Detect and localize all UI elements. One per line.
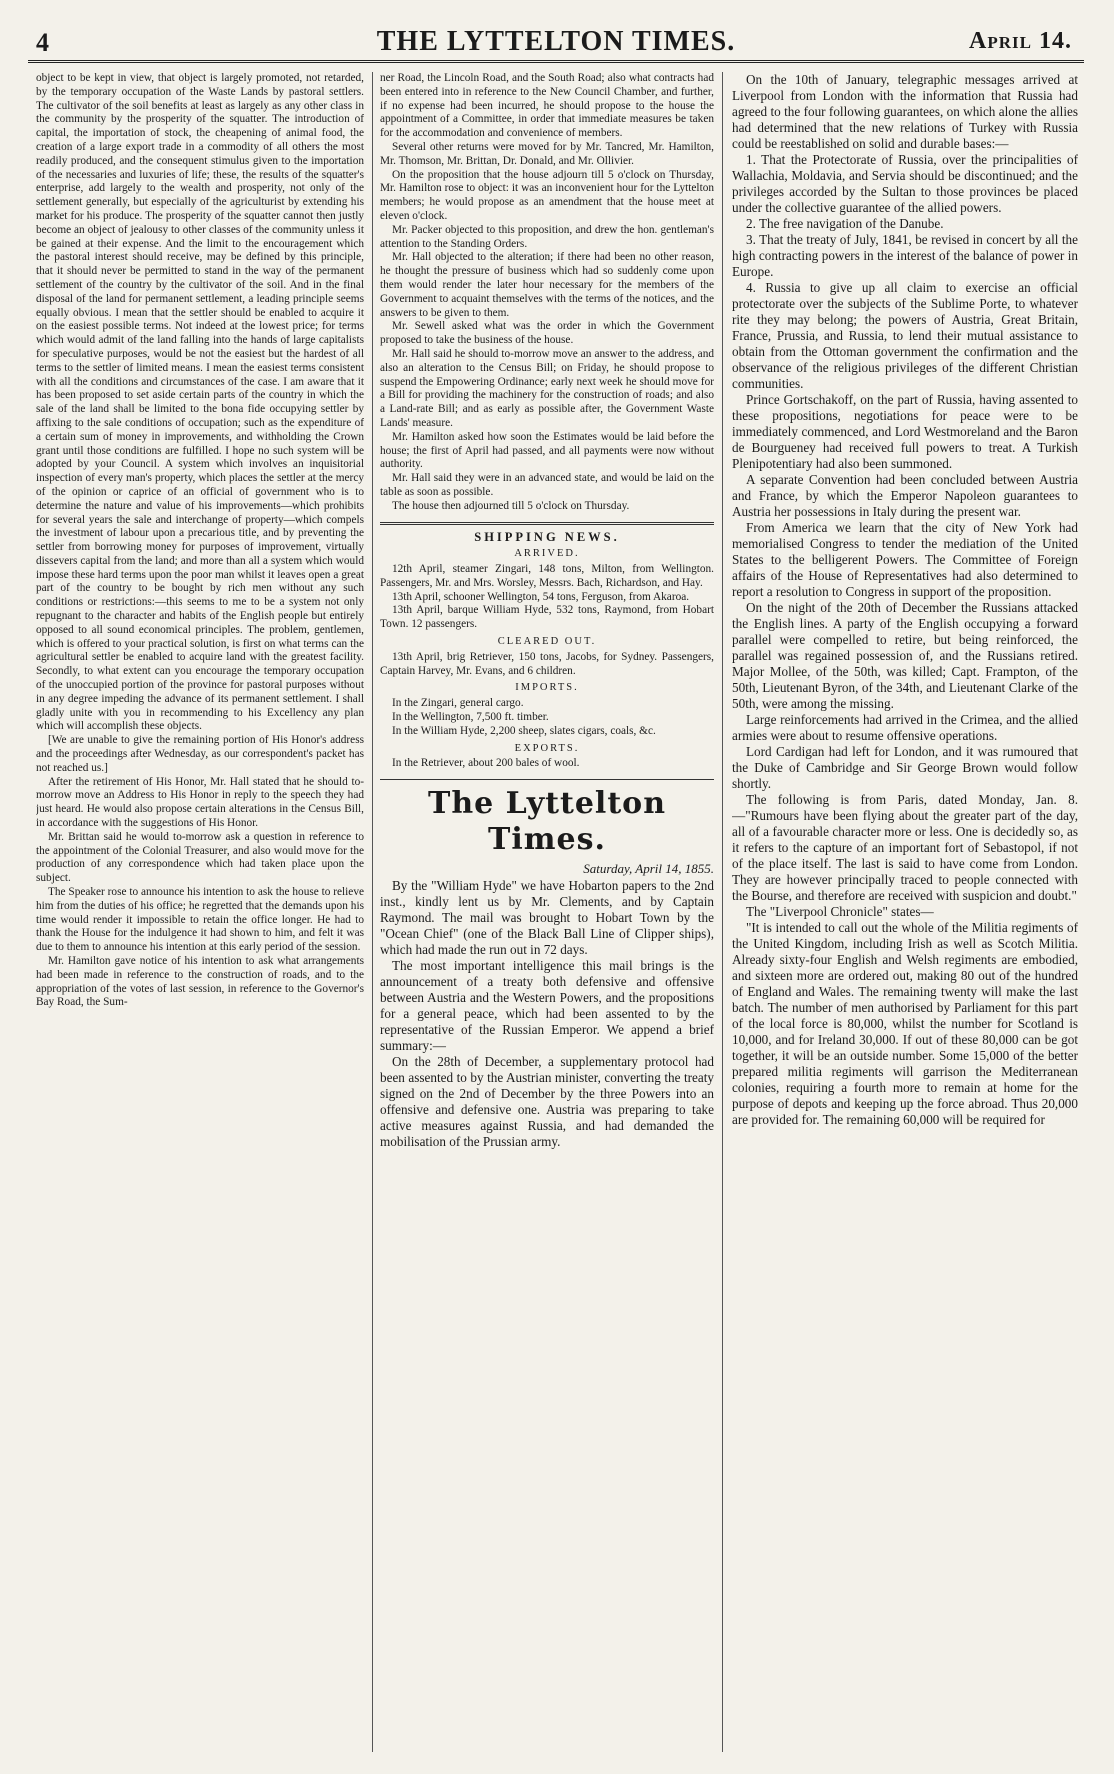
- article-paragraph: Mr. Hall said they were in an advanced state, and would be laid on the table as soon as possible.: [380, 472, 714, 498]
- column-3: [732, 72, 1078, 1762]
- shipping-entry: 13th April, schooner Wellington, 54 tons, Ferguson, from Akaroa.: [392, 590, 690, 603]
- shipping-entry: In the Wellington, 7,500 ft. timber.: [392, 711, 549, 724]
- guarantee-item: 3. That the treaty of July, 1841, be revised in concert by all the high contracting powers in the interest of the balance of power in Europe.: [732, 232, 1078, 279]
- quoted-article: "It is intended to call out the whole of the Militia regiments of the United Kingdom, including Irish as well as Scotch Militia. Already sixty-four English and Welsh regiments are embodied, and sixteen more are ordered out, making 80 out of the hundred of England and Wales. The remaining twenty will make the last batch. The number of men authorised by Parliament for this part of the local force is 80,000, whilst the number for Scotland is 10,000, and for Ireland 30,000. If out of these 80,000 can be got together, it will be an outside number. Some 15,000 of the better prepared militia regiments will garrison the Mediterranean colonies, requiring a fourth more to remain at home for the purpose of depots and keeping up the force abroad. Thus 20,000 are provided for. The remaining 60,000 will be required for: [732, 920, 1078, 1127]
- shipping-entry: 12th April, steamer Zingari, 148 tons, Milton, from Wellington. Passengers, Mr. and Mrs. Worsley, Messrs. Bach, Richardson, and Hay.: [380, 563, 714, 589]
- article-paragraph: The Speaker rose to announce his intention to ask the house to relieve him from the duties of his office; he regretted that the demands upon his time would render it impossible to retain the office longer. He had to thank the House for the indulgence it had shown to him, and felt it was due to them to announce his intention at this early period of the session.: [36, 886, 364, 954]
- page-number: 4: [36, 28, 49, 57]
- shipping-entry: In the Zingari, general cargo.: [392, 697, 524, 710]
- exports-heading: EXPORTS.: [514, 742, 580, 754]
- article-paragraph: Several other returns were moved for by Mr. Tancred, Mr. Hamilton, Mr. Thomson, Mr. Brittan, Dr. Donald, and Mr. Ollivier.: [380, 140, 714, 167]
- article-paragraph: Mr. Hall objected to the alteration; if there had been no other reason, he thought the pressure of business which had so suddenly come upon them would render the later hour necessary for the members of the Government to acquaint themselves with the terms of the notices, and the answers to be given to them.: [380, 251, 714, 319]
- article-paragraph: Large reinforcements had arrived in the Crimea, and the allied armies were about to resume offensive operations.: [732, 712, 1078, 743]
- article-paragraph: A separate Convention had been concluded between Austria and France, by which the Emperor Napoleon guarantees to Austria her possessions in Italy during the present war.: [732, 472, 1078, 519]
- article-paragraph: The "Liverpool Chronicle" states—: [746, 904, 934, 919]
- article-paragraph: The following is from Paris, dated Monday, Jan. 8.—"Rumours have been flying about the greater part of the day, all of a favourable character more or less. One is decidedly so, as it refers to the capture of an important fort of Sebastopol, if not of the place itself. The last is said to have come from London. They are however principally traced to people connected with the Bourse, and therefore are received with suspicion and doubt.": [732, 792, 1078, 903]
- article-paragraph: object to be kept in view, that object is largely promoted, not retarded, by the temporary occupation of the Waste Lands by pastoral settlers. The cultivator of the soil benefits at least as largely as any other class in the community by the prosperity of the squatter. The introduction of capital, the importation of stock, the cheapening of animal food, the creation of a large export trade in a commodity of all others the most readily produced, and the consequent stimulus given to the importation of the necessaries and luxuries of life; these, the results of the squatter's enterprise, add largely to the wealth and prosperity, not only of the settlement generally, but especially of the agriculturist by extending his market for his produce. The prosperity of the squatter cannot then justly become an object of jealousy to other classes of the community unless it be gained at their expense. And the limit to the encouragement which the pastoral interest should receive, may be defined by this principle, that it should never be permitted to stand in the way of the permanent settlement of the country by the cultivator of the soil. And in the final disposal of the land for permanent settlement, a leading principle seems equally obvious. I mean that the settler should be enabled to acquire it on the easiest possible terms. Not indeed at the lowest price; for terms which would admit of the land falling into the hands of large capitalists for speculative purposes, would be not the easiest but the hardest of all terms to the settler of limited means. I mean the easiest terms consistent with all the conditions and circumstances of the case. I am aware that it has been proposed to set aside certain parts of the country in which the sale of the land shall be limited to the bona fide occupying settler by affixing to the sale conditions of occupation; such as the expenditure of a certain sum of money in improvements, and withholding the Crown grant until those conditions are fulfilled. I hope no such system will be adopted by your Council. A system which involves an inquisitorial inspection of every man's property, which places the settler at the mercy of the opinion or caprice of an official of government who is to determine the nature and value of his improvements—which prohibits for several years the sale and interchange of property—which compels the investment of labour upon a precarious title, and by preventing the settler from borrowing money for purposes of improvement, virtually dissevers capital from the land; and more than all a system which would impose these hard terms upon the poor man whilst it leaves open a great part of the country to be bought by rich men without any such conditions or restrictions:—this seems to me to be a system not only repugnant to the character and habits of the English people but entirely opposed to all sound economical principles. The problem, gentlemen, which is offered to your practical solution, is first on what terms can the agricultural settler be enabled to acquire land with the greatest facility. Secondly, to what extent can you encourage the temporary occupation of the unoccupied portion of the province for pastoral purposes without in any degree impeding the advance of its permanent settlement. I shall gladly unite with you in recommending to his Excellency any plan which will accomplish these objects.: [36, 72, 364, 733]
- section-divider: [380, 522, 714, 525]
- issue-date: April 14.: [969, 28, 1072, 54]
- editorial-title: The Lyttelton Times.: [428, 786, 666, 858]
- article-paragraph: Mr. Hamilton gave notice of his intention to ask what arrangements had been made in reference to the construction of roads, and to the appropriation of the votes of last session, in reference to the Governor's Bay Road, the Sum-: [36, 955, 364, 1009]
- editor-note: [We are unable to give the remaining portion of His Honor's address and the proceedings after Wednesday, as our correspondent's packet has not reached us.]: [36, 734, 364, 774]
- section-divider: [380, 779, 714, 780]
- column-2: [380, 72, 714, 1762]
- article-paragraph: On the proposition that the house adjourn till 5 o'clock on Thursday, Mr. Hamilton rose to object: it was an inconvenient hour for the Lyttelton members; he would propose as an amendment that the house meet at eleven o'clock.: [380, 168, 714, 222]
- editorial-paragraph: On the 28th of December, a supplementary protocol had been assented to by the Austrian minister, converting the treaty signed on the 2nd of December by the three Powers into an offensive and defensive one. Austria was preparing to take active measures against Russia, and had demanded the mobilisation of the Prussian army.: [380, 1054, 714, 1150]
- article-paragraph: Lord Cardigan had left for London, and it was rumoured that the Duke of Cambridge and Sir George Brown would follow shortly.: [732, 744, 1078, 791]
- cleared-out-heading: CLEARED OUT.: [497, 636, 597, 648]
- guarantee-item: 1. That the Protectorate of Russia, over the principalities of Wallachia, Moldavia, and Servia should be discontinued; and the privileges accorded by the Sultan to those provinces be placed under the collective guarantee of the allied powers.: [732, 152, 1078, 215]
- article-paragraph: Mr. Packer objected to this proposition, and drew the hon. gentleman's attention to the Standing Orders.: [380, 223, 714, 250]
- article-paragraph: Mr. Hall said he should to-morrow move an answer to the address, and also an alteration to the Census Bill; on Friday, he should propose to suspend the Empowering Ordinance; early next week he should move for a Bill for providing the machinery for the construction of roads; and also a Land-rate Bill; and as early as possible after, the Government Waste Lands' measure.: [380, 347, 714, 429]
- editorial-date: Saturday, April 14, 1855.: [583, 861, 714, 877]
- arrived-heading: ARRIVED.: [514, 548, 580, 560]
- article-paragraph: Mr. Brittan said he would to-morrow ask a question in reference to the appointment of the Colonial Treasurer, and also would move for the production of any correspondence which had taken place upon the subject.: [36, 830, 364, 885]
- newspaper-title: THE LYTTELTON TIMES.: [376, 26, 736, 57]
- guarantee-item: 4. Russia to give up all claim to exercise an official protectorate over the subjects of the Sublime Porte, to whatever rite they may belong; the powers of Austria, Great Britain, France, Prussia, and Russia, to lend their mutual assistance to obtain from the Ottoman government the confirmation and the observance of the religious privileges of the different Christian communities.: [732, 280, 1078, 391]
- article-paragraph: From America we learn that the city of New York had memorialised Congress to tender the mediation of the United States to the belligerent Powers. The Committee of Foreign affairs of the House of Representatives had also determined to report a resolution to Congress in support of the proposition.: [732, 520, 1078, 599]
- article-paragraph: On the night of the 20th of December the Russians attacked the English lines. A party of the English occupying a forward parallel were compelled to retire, but being reinforced, the parallel was regained possession of, and the Russians retired. Major Mollee, of the 50th, was killed; Capt. Frampton, of the 50th, Lieutenant Byron, of the 34th, and Lieutenant Clarke of the 50th, were among the missing.: [732, 600, 1078, 711]
- shipping-entry: In the William Hyde, 2,200 sheep, slates cigars, coals, &c.: [392, 724, 656, 737]
- imports-heading: IMPORTS.: [515, 682, 579, 694]
- article-paragraph: On the 10th of January, telegraphic messages arrived at Liverpool from London with the information that Russia had agreed to the four following guarantees, on which alone the allies had determined that the new relations of Turkey with Russia could be reestablished on solid and durable bases:—: [732, 72, 1078, 151]
- editorial-paragraph: By the "William Hyde" we have Hobarton papers to the 2nd inst., kindly lent us by Mr. Clements, and by Captain Raymond. The mail was brought to Hobart Town by the "Ocean Chief" (one of the Black Ball Line of Clipper ships), which had made the run out in 72 days.: [380, 878, 714, 958]
- shipping-entry: 13th April, brig Retriever, 150 tons, Jacobs, for Sydney. Passengers, Captain Harvey, Mr. Evans, and 6 children.: [380, 650, 714, 677]
- shipping-entry: In the Retriever, about 200 bales of wool.: [392, 757, 580, 770]
- guarantee-item: 2. The free navigation of the Danube.: [746, 216, 944, 231]
- editorial-paragraph: The most important intelligence this mail brings is the announcement of a treaty both defensive and offensive between Austria and the Western Powers, and the propositions for a general peace, which had been assented to by the representative of the Russian Emperor. We append a brief summary:—: [380, 958, 714, 1054]
- column-rule: [372, 72, 373, 1752]
- shipping-news-title: SHIPPING NEWS.: [474, 529, 620, 544]
- article-paragraph: Mr. Hamilton asked how soon the Estimates would be laid before the house; the first of April had passed, and all payments were now without authority.: [380, 430, 714, 471]
- article-paragraph: Prince Gortschakoff, on the part of Russia, having assented to these propositions, negotiations for peace were to be immediately commenced, and Lord Westmoreland and the Baron de Bourgueney had received full powers to treat. A Turkish Plenipotentiary had also been summoned.: [732, 392, 1078, 471]
- article-paragraph: ner Road, the Lincoln Road, and the South Road; also what contracts had been entered into in reference to the New Council Chamber, and further, if no expense had been incurred, he should propose to the house the appointment of a Committee, in order that immediate measures be taken for the accommodation and convenience of members.: [380, 72, 714, 140]
- article-paragraph: Mr. Sewell asked what was the order in which the Government proposed to take the business of the house.: [380, 320, 714, 347]
- column-rule: [722, 72, 723, 1752]
- article-paragraph: The house then adjourned till 5 o'clock on Thursday.: [392, 499, 630, 512]
- masthead: [28, 18, 1084, 63]
- column-1: [36, 72, 364, 1762]
- shipping-entry: 13th April, barque William Hyde, 532 tons, Raymond, from Hobart Town. 12 passengers.: [380, 604, 714, 631]
- article-paragraph: After the retirement of His Honor, Mr. Hall stated that he should to-morrow move an Address to His Honor in reply to the speech they had just heard. He would also propose certain alterations in the Census Bill, in accordance with the suggestions of His Honor.: [36, 775, 364, 830]
